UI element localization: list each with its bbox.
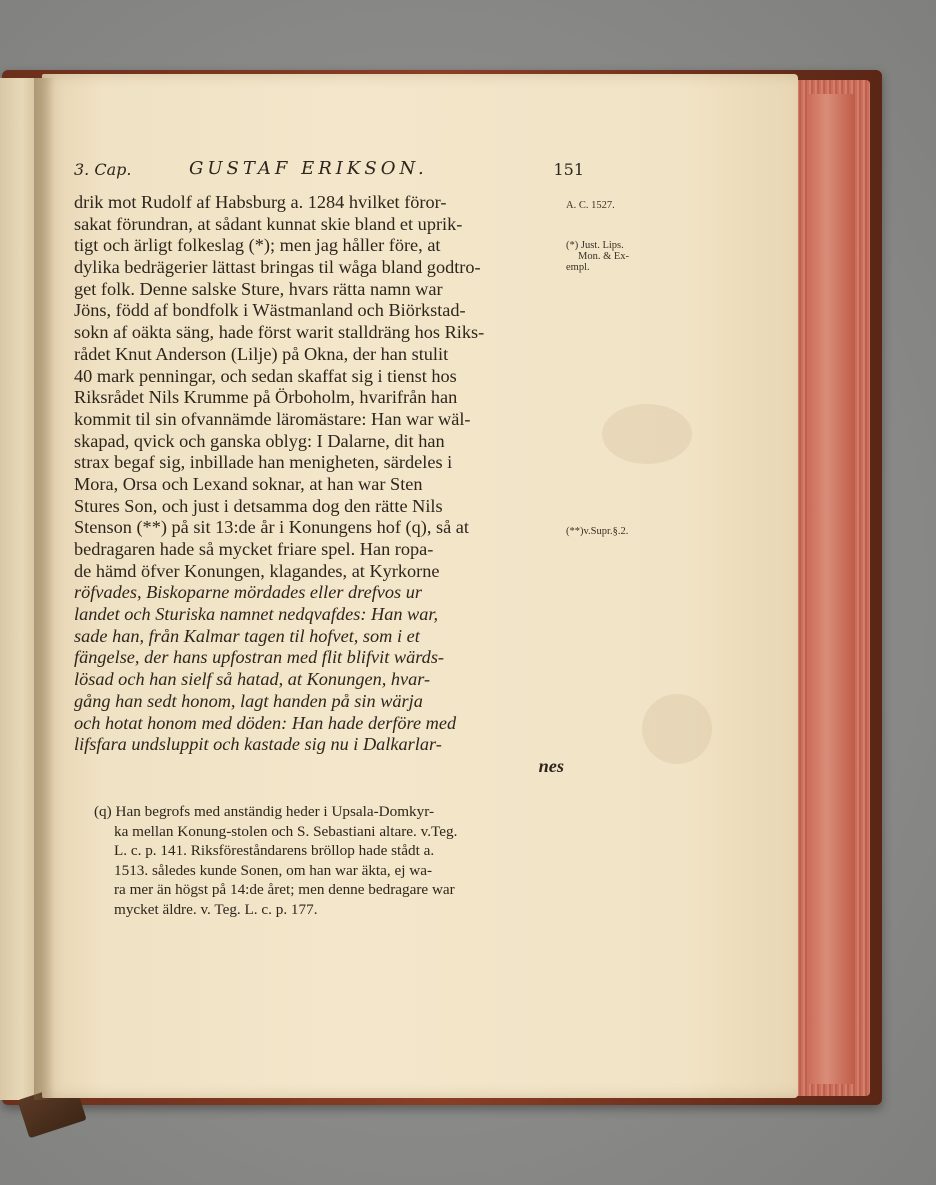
text-line: get folk. Denne salske Sture, hvars rätta namn war bbox=[74, 278, 443, 299]
main-text bbox=[74, 192, 564, 778]
margin-note-ref: (*) Just. Lips. bbox=[566, 240, 624, 251]
text-line: sade han, från Kalmar tagen til hofvet, som i et bbox=[74, 625, 420, 646]
foxing-stain bbox=[602, 404, 692, 464]
margin-note-ref: Mon. & Ex- bbox=[578, 251, 630, 262]
text-line: rådet Knut Anderson (Lilje) på Okna, der han stulit bbox=[74, 343, 449, 364]
page-number: 151 bbox=[553, 160, 584, 179]
running-header bbox=[74, 156, 584, 186]
text-line: bedragaren hade så mycket friare spel. Han ropa- bbox=[74, 539, 434, 559]
text-line: röfvades, Biskoparne mördades eller drefvos ur bbox=[74, 582, 422, 603]
text-line: Jöns, född af bondfolk i Wästmanland och Biörkstad- bbox=[74, 300, 466, 321]
margin-note-ref: empl. bbox=[566, 262, 590, 273]
text-line: de hämd öfver Konungen, klagandes, at Kyrkorne bbox=[74, 560, 440, 581]
text-line: dylika bedrägerier lättast bringas til wåga bland godtro- bbox=[74, 257, 481, 278]
gutter-shadow bbox=[34, 78, 54, 1100]
catchword: nes bbox=[538, 755, 564, 776]
footnote-line: ka mellan Konung-stolen och S. Sebastiani altare. v.Teg. bbox=[114, 822, 458, 840]
text-line: gång han sedt honom, lagt handen på sin wärja bbox=[74, 690, 423, 711]
text-line: lösad och han sielf så hatad, at Konungen, hvar- bbox=[74, 669, 431, 690]
book-page bbox=[42, 74, 798, 1098]
text-line: sakat förundran, at sådant kunnat skie bland et uprik- bbox=[74, 213, 463, 234]
footnote-line: L. c. p. 141. Riksföreståndarens bröllop hade stådt a. bbox=[114, 842, 435, 860]
text-line: lifsfara undsluppit och kastade sig nu i Dalkarlar- bbox=[74, 734, 442, 755]
text-line: och hotat honom med döden: Han hade derföre med bbox=[74, 712, 457, 733]
foxing-stain bbox=[642, 694, 712, 764]
page-fore-edge-inner bbox=[808, 94, 854, 1084]
text-line: skapad, qvick och ganska oblyg: I Dalarne, dit han bbox=[74, 430, 445, 451]
footnote bbox=[94, 802, 562, 920]
footnote-line: ra mer än högst på 14:de året; men denne bedragare war bbox=[114, 881, 455, 899]
margin-note-ref: (**)v.Supr.§.2. bbox=[566, 526, 629, 537]
text-line: drik mot Rudolf af Habsburg a. 1284 hvilket föror- bbox=[74, 192, 447, 212]
text-line: Riksrådet Nils Krumme på Örboholm, hvarifrån han bbox=[74, 387, 458, 408]
text-line: kommit til sin ofvannämde läromästare: Han war wäl- bbox=[74, 408, 471, 429]
text-line: strax begaf sig, inbillade han menigheten, särdeles i bbox=[74, 452, 453, 473]
footnote-line: 1513. således kunde Sonen, om han war äkta, ej wa- bbox=[114, 861, 433, 879]
text-line: 40 mark penningar, och sedan skaffat sig i tienst hos bbox=[74, 365, 457, 386]
footnote-line: mycket äldre. v. Teg. L. c. p. 177. bbox=[114, 900, 318, 918]
footnote-line: (q) Han begrofs med anständig heder i Upsala-Domkyr- bbox=[94, 803, 435, 820]
text-line: landet och Sturiska namnet nedqvafdes: Han war, bbox=[74, 604, 439, 625]
chapter-label: 3. Cap. bbox=[74, 160, 132, 179]
running-title: GUSTAF ERIKSON. bbox=[189, 158, 428, 179]
text-line: Stenson (**) på sit 13:de år i Konungens hof (q), så at bbox=[74, 517, 470, 538]
text-line: Mora, Orsa och Lexand soknar, at han war Sten bbox=[74, 473, 423, 494]
text-line: sokn af oäkta säng, hade först warit stalldräng hos Riks- bbox=[74, 322, 485, 343]
text-line: Stures Son, och just i detsamma dog den rätte Nils bbox=[74, 495, 443, 516]
text-line: fängelse, der hans upfostran med flit blifvit wärds- bbox=[74, 647, 445, 668]
text-line: tigt och ärligt folkeslag (*); men jag håller före, at bbox=[74, 235, 441, 256]
margin-note-year: A. C. 1527. bbox=[566, 200, 615, 211]
